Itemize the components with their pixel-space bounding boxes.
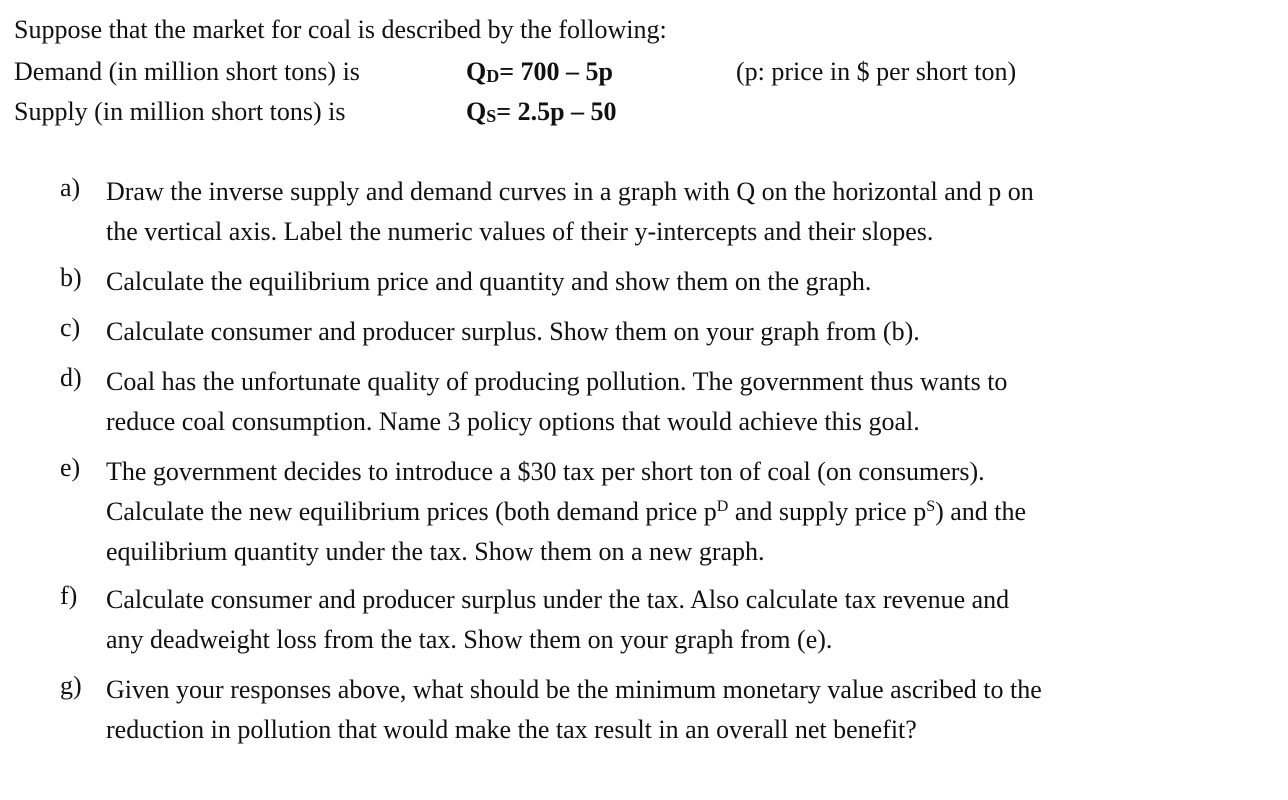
question-text: Coal has the unfortunate quality of producing pollution. The government thus wants to reduce coal consumption. Name 3 policy options that would achieve this goal.: [106, 367, 1008, 436]
price-note: (p: price in $ per short ton): [736, 57, 1017, 86]
question-marker: g): [60, 671, 82, 700]
supply-eq-rhs: = 2.5p – 50: [496, 97, 617, 126]
question-marker: b): [60, 263, 82, 292]
question-text: [106, 452, 1226, 572]
question-e-part1: The government decides to introduce a $30 tax per short ton of coal (on consumers). Calculate the new equilibrium prices (both demand price p: [106, 457, 985, 526]
supply-eq-subscript: S: [486, 106, 497, 126]
supply-equation: [466, 96, 617, 129]
demand-eq-rhs: = 700 – 5p: [499, 57, 614, 86]
question-marker: c): [60, 313, 81, 342]
demand-eq-prefix: Q: [466, 57, 487, 86]
demand-equation: [466, 56, 613, 89]
supply-price-superscript: S: [926, 498, 936, 515]
demand-eq-subscript: D: [486, 66, 500, 86]
question-text: Calculate consumer and producer surplus under the tax. Also calculate tax revenue and any deadweight loss from the tax. Show them on your graph from (e).: [106, 585, 1010, 654]
question-e-part3: ) and the equilibrium quantity under the tax. Show them on a new graph.: [106, 497, 1027, 566]
demand-label: Demand (in million short tons) is: [14, 57, 360, 86]
question-text: Calculate consumer and producer surplus. Show them on your graph from (b).: [106, 317, 920, 346]
question-text: Given your responses above, what should be the minimum monetary value ascribed to the reduction in pollution that would make the tax result in an overall net benefit?: [106, 675, 1042, 744]
question-text: Calculate the equilibrium price and quantity and show them on the graph.: [106, 267, 872, 296]
question-marker: f): [60, 581, 78, 610]
question-marker: d): [60, 363, 82, 392]
supply-label: Supply (in million short tons) is: [14, 97, 346, 126]
supply-eq-prefix: Q: [466, 97, 487, 126]
intro-sentence: Suppose that the market for coal is described by the following:: [14, 15, 667, 44]
question-e-part2: and supply price p: [728, 497, 927, 526]
question-marker: e): [60, 453, 81, 482]
question-text: Draw the inverse supply and demand curves in a graph with Q on the horizontal and p on the vertical axis. Label the numeric values of their y-intercepts and their slopes.: [106, 177, 1034, 246]
demand-price-superscript: D: [716, 498, 729, 515]
question-marker: a): [60, 173, 81, 202]
